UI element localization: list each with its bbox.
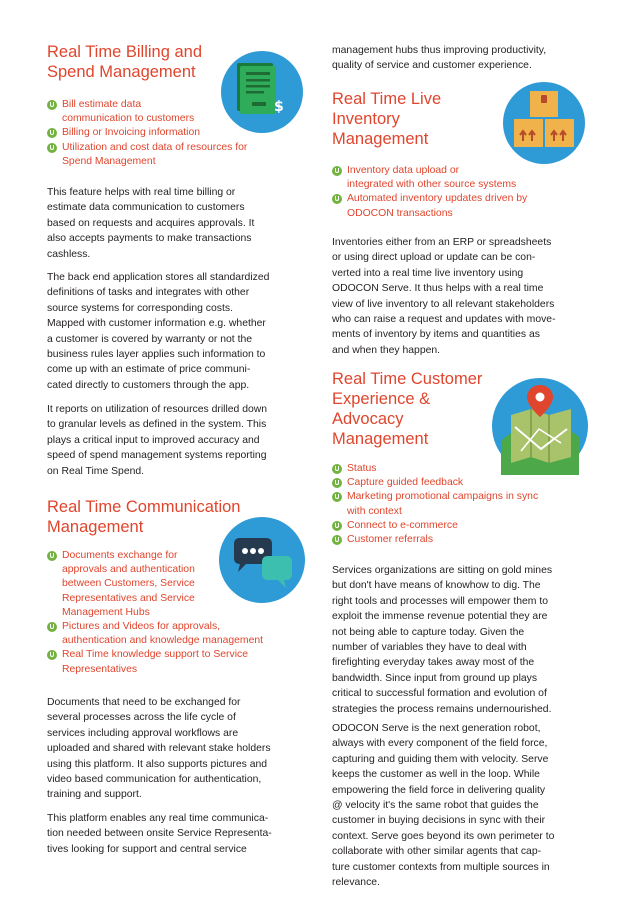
communication-paragraph-2: This platform enables any real time communica- tion needed between onsite Service Representa- tives looking for support and central service — [47, 813, 272, 855]
billing-bullets — [47, 98, 247, 169]
bullet-marker-icon — [332, 478, 342, 488]
customer-paragraph-2: ODOCON Serve is the next generation robot, always with every component of the field force, capturing and guiding them with velocity. Serve keeps the customer as well in the loop. While empowering the field force in delivering quality @ velocity it's the same robot that guides the customer in buying decisions in sync with their context. Serve goes beyond its own perimeter to collaborate with other similar agents that cap- ture customer contexts from multiple sources in relevance. — [332, 723, 555, 889]
inventory-heading-line-2: Inventory — [332, 110, 400, 128]
map-location-icon — [491, 377, 589, 475]
inventory-heading-line-1: Real Time Live — [332, 90, 442, 108]
customer-bullet: Connect to e-commerce — [332, 519, 538, 533]
billing-bullet: Billing or Invoicing information — [47, 126, 247, 140]
billing-heading-line-1: Real Time Billing and — [47, 43, 202, 61]
customer-paragraph-1: Services organizations are sitting on gold mines but don't have means of knowhow to dig. The right tools and processes will empower them to exploit the immense revenue potential they are not being able to capture today. Given the number of variables they have to deal with firefighting everyday takes away most of the bandwidth. Since input from ground up plays critical to successful formation and evolution of strategies the process remains undernourished. — [332, 565, 553, 715]
inventory-paragraph: Inventories either from an ERP or spreadsheets or using direct upload or update can be con- verted into a real time live inventory using ODOCON Serve. It thus helps with a real time view of live inventory to all relevant stakeholders who can raise a request and updates with move- ments of inventory by items and quantities as and when they happen. — [332, 237, 556, 356]
bullet-marker-icon — [47, 650, 57, 660]
package-boxes-icon — [502, 81, 586, 165]
customer-bullet: Customer referrals — [332, 533, 538, 547]
bullet-marker-icon — [332, 521, 342, 531]
customer-bullet: Capture guided feedback — [332, 476, 538, 490]
bullet-marker-icon — [47, 100, 57, 110]
customer-heading-line-3: Advocacy — [332, 410, 404, 428]
inventory-bullet: Automated inventory updates driven by ODOCON transactions — [332, 192, 527, 220]
bullet-marker-icon — [332, 535, 342, 545]
billing-bullet: Utilization and cost data of resources for Spend Management — [47, 141, 247, 169]
bullet-marker-icon — [47, 551, 57, 561]
inventory-heading-line-3: Management — [332, 130, 429, 148]
communication-bullet: Real Time knowledge support to Service Representatives — [47, 648, 263, 676]
communication-bullet: Documents exchange for approvals and authentication between Customers, Service Representatives and Service Management Hubs — [47, 549, 263, 620]
billing-paragraph-2: The back end application stores all standardized definitions of tasks and integrates with other source systems for corresponding costs. Mapped with customer information e.g. whether a customer is covered by warranty or not the business rules layer applies such information to come up with an estimate of price communi- cated directly to customers through the app. — [47, 272, 270, 391]
bullet-marker-icon — [47, 128, 57, 138]
bullet-marker-icon — [332, 464, 342, 474]
customer-bullet: Status — [332, 462, 538, 476]
communication-heading-line-2: Management — [47, 518, 144, 536]
bullet-marker-icon — [47, 143, 57, 153]
customer-heading-line-1: Real Time Customer — [332, 370, 483, 388]
chat-bubbles-icon — [218, 516, 306, 604]
invoice-dollar-icon — [220, 50, 304, 134]
communication-heading-line-1: Real Time Communication — [47, 498, 241, 516]
billing-paragraph-1: This feature helps with real time billing or estimate data communication to customers based on requests and acquires approvals. It also accepts payments to make transactions cashless. — [47, 187, 255, 260]
customer-heading-line-4: Management — [332, 430, 429, 448]
customer-heading — [332, 369, 482, 449]
billing-bullet: Bill estimate data communication to customers — [47, 98, 247, 126]
inventory-heading — [332, 89, 441, 149]
bullet-marker-icon — [332, 492, 342, 502]
billing-heading — [47, 42, 202, 82]
svg-text:$: $ — [274, 99, 284, 115]
billing-heading-line-2: Spend Management — [47, 63, 196, 81]
communication-heading — [47, 497, 241, 537]
inventory-bullet: Inventory data upload or integrated with other source systems — [332, 164, 527, 192]
bullet-marker-icon — [332, 194, 342, 204]
communication-bullet: Pictures and Videos for approvals, authentication and knowledge management — [47, 620, 263, 648]
customer-bullet: Marketing promotional campaigns in sync with context — [332, 490, 538, 518]
bullet-marker-icon — [332, 166, 342, 176]
billing-paragraph-3: It reports on utilization of resources drilled down to granular levels as defined in the system. This plays a critical input to improved accuracy and speed of spend management systems reporting on Real Time Spend. — [47, 404, 268, 477]
bullet-marker-icon — [47, 622, 57, 632]
customer-heading-line-2: Experience & — [332, 390, 431, 408]
continuation-paragraph: management hubs thus improving productivity, quality of service and customer experience. — [332, 45, 547, 72]
communication-paragraph-1: Documents that need to be exchanged for several processes across the life cycle of services including approval workflows are uploaded and shared with relevant stake holders using this platform. It also supports pictures and video based communication for authentication, training and support. — [47, 697, 271, 801]
inventory-bullets — [332, 164, 527, 221]
